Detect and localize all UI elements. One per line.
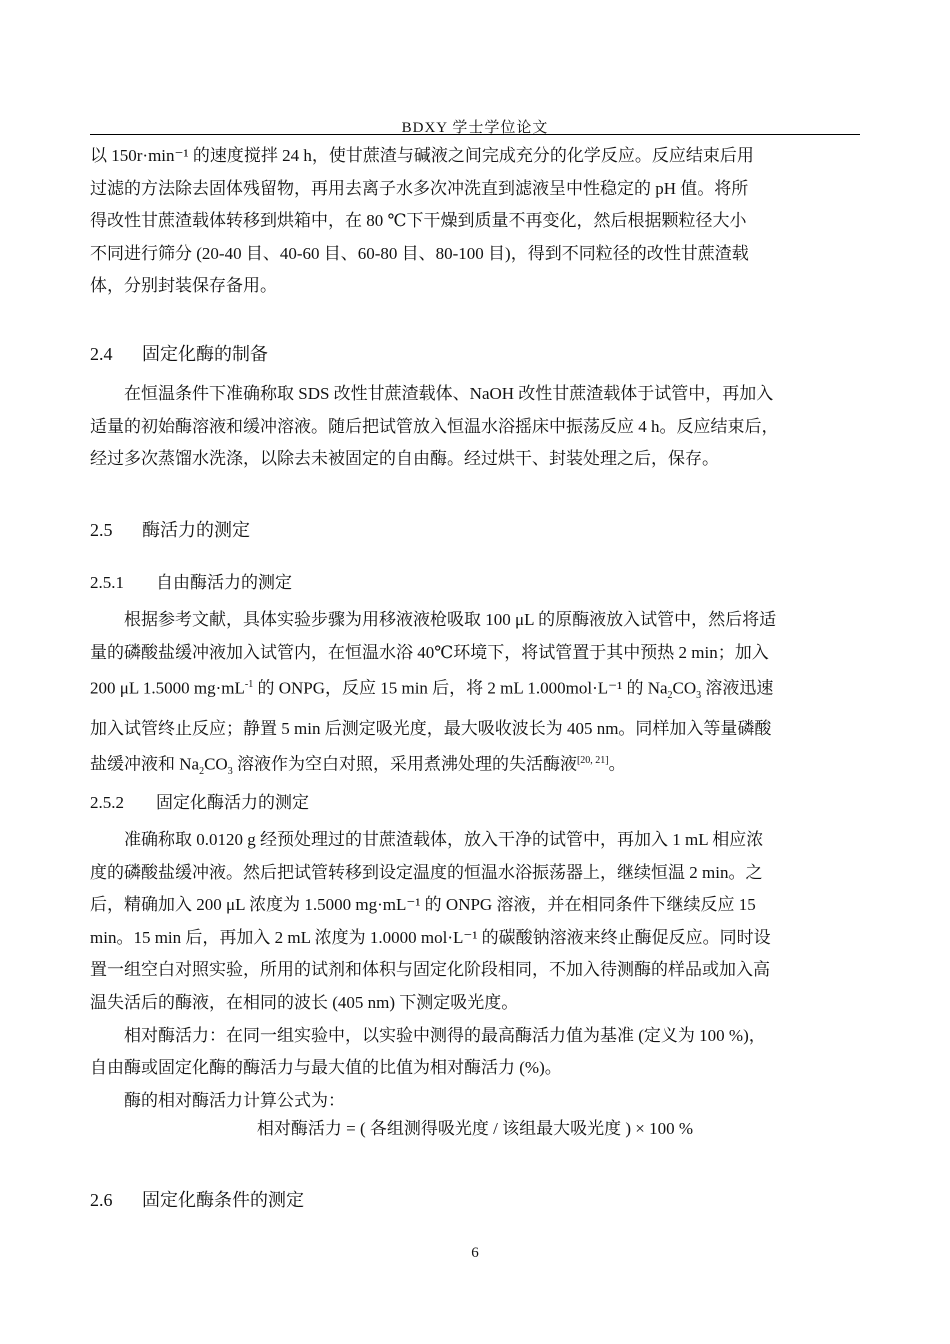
- subsection-heading-2-5-1: [90, 568, 292, 593]
- text-line: 自由酶或固定化酶的酶活力与最大值的比值为相对酶活力 (%)。: [90, 1058, 562, 1078]
- text-line: 得改性甘蔗渣载体转移到烘箱中，在 80 ℃下干燥到质量不再变化，然后根据颗粒径大小: [90, 211, 747, 231]
- section-heading-2-4: [90, 340, 268, 366]
- text-line: 度的磷酸盐缓冲液。然后把试管转移到设定温度的恒温水浴振荡器上，继续恒温 2 min。之: [90, 862, 763, 882]
- text-line: 以 150r·min⁻¹ 的速度搅拌 24 h，使甘蔗渣与碱液之间完成充分的化学反应。反应结束后用: [90, 146, 754, 165]
- page-number: 6: [471, 1245, 479, 1261]
- text-line: 后，精确加入 200 μL 浓度为 1.5000 mg·mL⁻¹ 的 ONPG 溶液，并在相同条件下继续反应 15: [90, 895, 756, 915]
- intro-paragraph: [90, 140, 865, 303]
- subscript: 3: [696, 690, 702, 702]
- running-header: BDXY 学士学位论文: [401, 120, 549, 136]
- text-run: 200 μL 1.5000 mg·mL: [90, 678, 245, 698]
- subsection-title: 自由酶活力的测定: [156, 573, 292, 593]
- section-heading-2-5: [90, 516, 250, 542]
- text-line: 适量的初始酶溶液和缓冲溶液。随后把试管放入恒温水浴摇床中振荡反应 4 h。反应结束后，: [90, 416, 779, 436]
- text-run: 的 ONPG，反应 15 min 后，将 2 mL 1.000mol·L⁻¹ 的 Na: [253, 678, 668, 698]
- text-line: 酶的相对酶活力计算公式为：: [124, 1090, 345, 1110]
- text-line: 过滤的方法除去固体残留物，再用去离子水多次冲洗直到滤液呈中性稳定的 pH 值。将所: [90, 178, 749, 198]
- text-line: 不同进行筛分 (20-40 目、40-60 目、60-80 目、80-100 目)，得到不同粒径的改性甘蔗渣载: [90, 243, 749, 263]
- subsection-number: 2.5.1: [90, 573, 124, 592]
- subsection-number: 2.5.2: [90, 793, 124, 812]
- text-run: 。: [608, 755, 626, 775]
- section-title: 酶活力的测定: [142, 520, 250, 541]
- subscript: 2: [199, 766, 205, 778]
- text-line: 根据参考文献，具体实验步骤为用移液液枪吸取 100 μL 的原酶液放入试管中，然后将适: [124, 610, 777, 629]
- section-2-5-2-paragraph: [90, 824, 865, 1117]
- subsection-heading-2-5-2: [90, 788, 309, 813]
- section-number: 2.4: [90, 344, 113, 364]
- text-line: min。15 min 后，再加入 2 mL 浓度为 1.0000 mol·L⁻¹ 的碳酸钠溶液来终止酶促反应。同时设: [90, 927, 771, 947]
- section-title: 固定化酶条件的测定: [142, 1190, 304, 1211]
- text-run: 盐缓冲液和 Na: [90, 755, 200, 775]
- text-line: [90, 669, 865, 713]
- text-run: 溶液作为空白对照，采用煮沸处理的失活酶液: [232, 755, 577, 775]
- superscript: -1: [244, 679, 254, 691]
- citation: [20, 21]: [576, 755, 609, 767]
- section-title: 固定化酶的制备: [142, 344, 268, 365]
- subsection-title: 固定化酶活力的测定: [156, 793, 309, 813]
- text-line: 体，分别封装保存备用。: [90, 276, 277, 296]
- text-line: 在恒温条件下准确称取 SDS 改性甘蔗渣载体、NaOH 改性甘蔗渣载体于试管中，再加入: [124, 384, 774, 403]
- subscript: 3: [227, 766, 233, 778]
- text-line: [90, 745, 865, 789]
- section-number: 2.5: [90, 520, 113, 540]
- text-run: 溶液迅速: [701, 678, 774, 698]
- text-line: 量的磷酸盐缓冲液加入试管内，在恒温水浴 40℃环境下，将试管置于其中预热 2 min；加入: [90, 642, 769, 662]
- text-run: CO: [204, 755, 228, 775]
- text-line: 温失活后的酶液，在相同的波长 (405 nm) 下测定吸光度。: [90, 992, 519, 1012]
- text-line: 经过多次蒸馏水洗涤，以除去未被固定的自由酶。经过烘干、封装处理之后，保存。: [90, 449, 719, 469]
- section-2-5-1-paragraph: [90, 604, 865, 789]
- header-rule: [90, 134, 860, 135]
- text-line: 置一组空白对照实验，所用的试剂和体积与固定化阶段相同，不加入待测酶的样品或加入高: [90, 960, 770, 980]
- subscript: 2: [667, 690, 673, 702]
- section-2-4-paragraph: [90, 378, 865, 476]
- text-line: 相对酶活力：在同一组实验中，以实验中测得的最高酶活力值为基准 (定义为 100 %)，: [124, 1025, 766, 1045]
- section-heading-2-6: [90, 1186, 304, 1212]
- formula: 相对酶活力 = ( 各组测得吸光度 / 该组最大吸光度 ) × 100 %: [256, 1119, 694, 1138]
- section-number: 2.6: [90, 1190, 113, 1210]
- text-line: 准确称取 0.0120 g 经预处理过的甘蔗渣载体，放入干净的试管中，再加入 1 mL 相应浓: [124, 830, 764, 849]
- text-run: CO: [672, 678, 697, 698]
- text-line: 加入试管终止反应；静置 5 min 后测定吸光度，最大吸收波长为 405 nm。同样加入等量磷酸: [90, 718, 772, 738]
